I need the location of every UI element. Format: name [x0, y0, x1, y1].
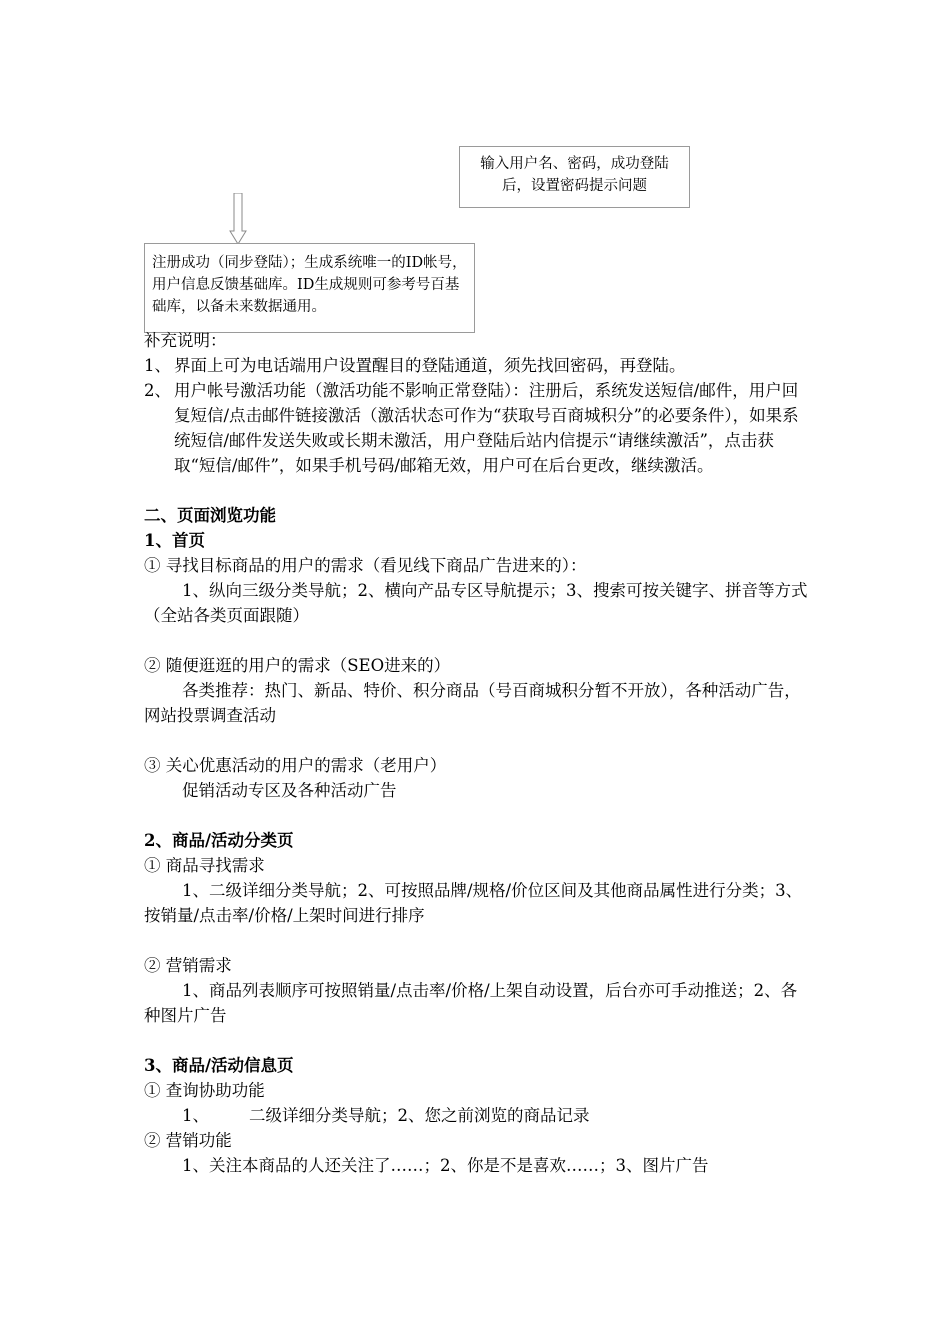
down-arrow-icon	[229, 193, 247, 245]
supplement-title: 补充说明：	[144, 331, 227, 350]
info-title: 3、商品/活动信息页	[144, 1056, 294, 1075]
supplement-item-num: 1、	[144, 356, 171, 375]
need-title: ② 营销需求	[144, 956, 232, 975]
need-detail: 各类推荐：热门、新品、特价、积分商品（号百商城积分暂不开放），各种活动广告，网站投票调查活动	[144, 681, 801, 725]
need-detail: 1、二级详细分类导航；2、可按照品牌/规格/价位区间及其他商品属性进行分类；3、按销量/点击率/价格/上架时间进行排序	[144, 881, 803, 925]
query-detail-line	[144, 1103, 812, 1128]
need-detail: 1、纵向三级分类导航；2、横向产品专区导航提示；3、搜索可按关键字、拼音等方式（全站各类页面跟随）	[144, 581, 808, 625]
need-title: ③ 关心优惠活动的用户的需求（老用户）	[144, 756, 447, 775]
login-flow-box	[459, 146, 690, 208]
supplement-item-text: 用户帐号激活功能（激活功能不影响正常登陆）：注册后，系统发送短信/邮件，用户回复短信/点击邮件链接激活（激活状态可作为“获取号百商城积分”的必要条件），如果系统短信/邮件发送失败或长期未激活，用户登陆后站内信提示“请继续激活”，点击获取“短信/邮件”，如果手机号码/邮箱无效，用户可在后台更改，继续激活。	[174, 381, 799, 475]
need-title: ① 寻找目标商品的用户的需求（看见线下商品广告进来的）：	[144, 556, 587, 575]
login-flow-text: 输入用户名、密码，成功登陆后，设置密码提示问题	[480, 156, 669, 194]
marketing-title: ② 营销功能	[144, 1131, 232, 1150]
query-num: 1、	[182, 1106, 209, 1125]
register-flow-box	[144, 243, 475, 333]
need-detail: 1、商品列表顺序可按照销量/点击率/价格/上架自动设置，后台亦可手动推送；2、各种图片广告	[144, 981, 798, 1025]
query-title: ① 查询协助功能	[144, 1081, 265, 1100]
home-title: 1、首页	[144, 531, 205, 550]
register-flow-text: 注册成功（同步登陆）；生成系统唯一的ID帐号，用户信息反馈基础库。ID生成规则可参考号百基础库，以备未来数据通用。	[152, 255, 467, 315]
supplement-item	[144, 353, 812, 378]
query-detail: 二级详细分类导航；2、您之前浏览的商品记录	[249, 1106, 590, 1125]
section-title: 二、页面浏览功能	[144, 506, 276, 525]
supplement-item-text: 界面上可为电话端用户设置醒目的登陆通道，须先找回密码，再登陆。	[174, 356, 686, 375]
category-title: 2、商品/活动分类页	[144, 831, 294, 850]
supplement-item	[144, 378, 812, 478]
need-title: ① 商品寻找需求	[144, 856, 265, 875]
document-body	[144, 328, 812, 1178]
need-title: ② 随便逛逛的用户的需求（SEO进来的）	[144, 656, 451, 675]
marketing-detail: 1、关注本商品的人还关注了……；2、你是不是喜欢……；3、图片广告	[182, 1156, 709, 1175]
supplement-item-num: 2、	[144, 381, 171, 400]
need-detail: 促销活动专区及各种活动广告	[182, 781, 397, 800]
